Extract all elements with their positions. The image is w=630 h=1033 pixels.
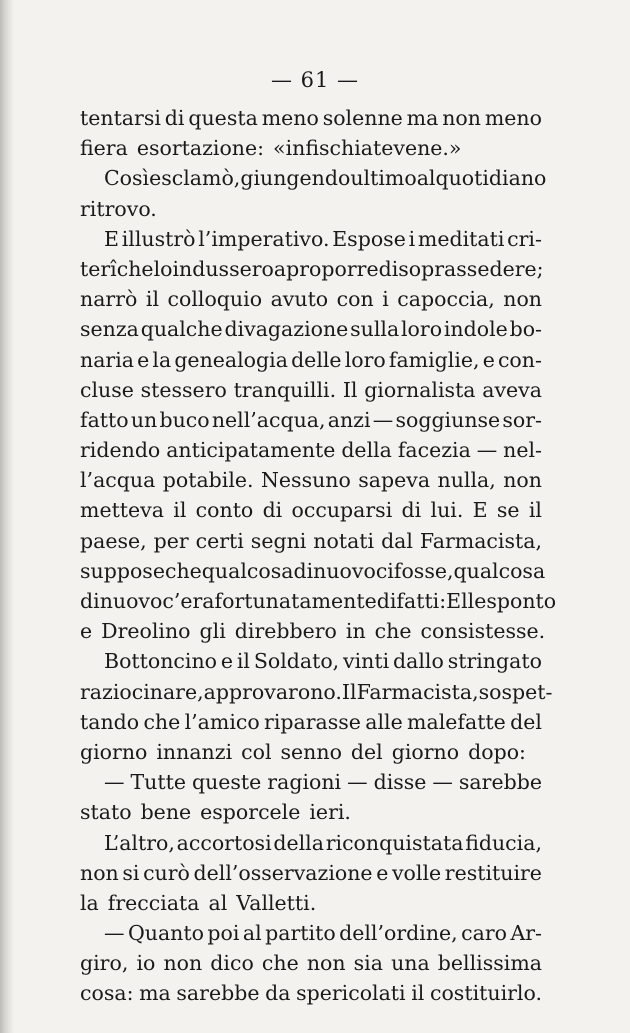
text-line: tando che l’amico riparasse alle malefatte del: [80, 709, 542, 734]
text-line: ritrovo.: [80, 196, 157, 221]
page-edge-shadow: [0, 0, 14, 1033]
text-line: senza qualche divagazione sulla loro indole bo-: [80, 317, 542, 342]
text-line: ridendo anticipatamente della facezia — nel-: [80, 438, 542, 463]
text-line: giro, io non dico che non sia una bellissima: [80, 951, 542, 976]
text-line: narrò il colloquio avuto con i capoccia, non: [80, 287, 542, 312]
text-line: terî che lo indussero a proporre di soprassedere;: [80, 256, 544, 281]
text-line: E illustrò l’imperativo. Espose i meditati cri-: [104, 226, 542, 251]
text-line: — Quanto poi al partito dell’ordine, caro Ar-: [104, 921, 542, 946]
text-line: L’altro, accortosi della riconquistata fiducia,: [104, 830, 542, 855]
text-line: la frecciata al Valletti.: [80, 890, 317, 915]
text-line: fiera esortazione: «infischiatevene.»: [80, 136, 462, 161]
text-line: suppose che qualcosa di nuovo ci fosse, qualcosa: [80, 558, 546, 583]
text-line: cluse stessero tranquilli. Il giornalista aveva: [80, 377, 542, 402]
text-line: l’acqua potabile. Nessuno sapeva nulla, non: [80, 468, 542, 493]
text-line: fatto un buco nell’acqua, anzi — soggiunse sor-: [80, 407, 542, 432]
text-line: cosa: ma sarebbe da spericolati il costituirlo.: [80, 981, 542, 1006]
text-line: stato bene esporcele ieri.: [80, 800, 351, 825]
text-line: raziocinare, approvarono. Il Farmacista, sospet-: [80, 679, 553, 704]
text-line: metteva il conto di occuparsi di lui. E se il: [80, 498, 542, 523]
text-line: Bottoncino e il Soldato, vinti dallo stringato: [104, 649, 542, 674]
text-line: giorno innanzi col senno del giorno dopo:: [80, 739, 526, 764]
text-line: di nuovo c’era fortunatamente difatti: Ellesponto: [80, 589, 557, 613]
text-line: non si curò dell’osservazione e volle restituire: [80, 860, 542, 885]
text-line: tentarsi di questa meno solenne ma non meno: [80, 106, 542, 130]
text-line: e Dreolino gli direbbero in che consistesse.: [80, 619, 546, 644]
text-line: naria e la genealogia delle loro famiglie, e con-: [80, 347, 542, 372]
text-line: — Tutte queste ragioni — disse — sarebbe: [104, 770, 542, 795]
page-number: — 61 —: [270, 68, 360, 92]
text-line: paese, per certi segni notati dal Farmacista,: [80, 528, 542, 553]
text-line: Così esclamò, giungendo ultimo al quotidiano: [104, 166, 547, 191]
body-text: [80, 103, 557, 1009]
